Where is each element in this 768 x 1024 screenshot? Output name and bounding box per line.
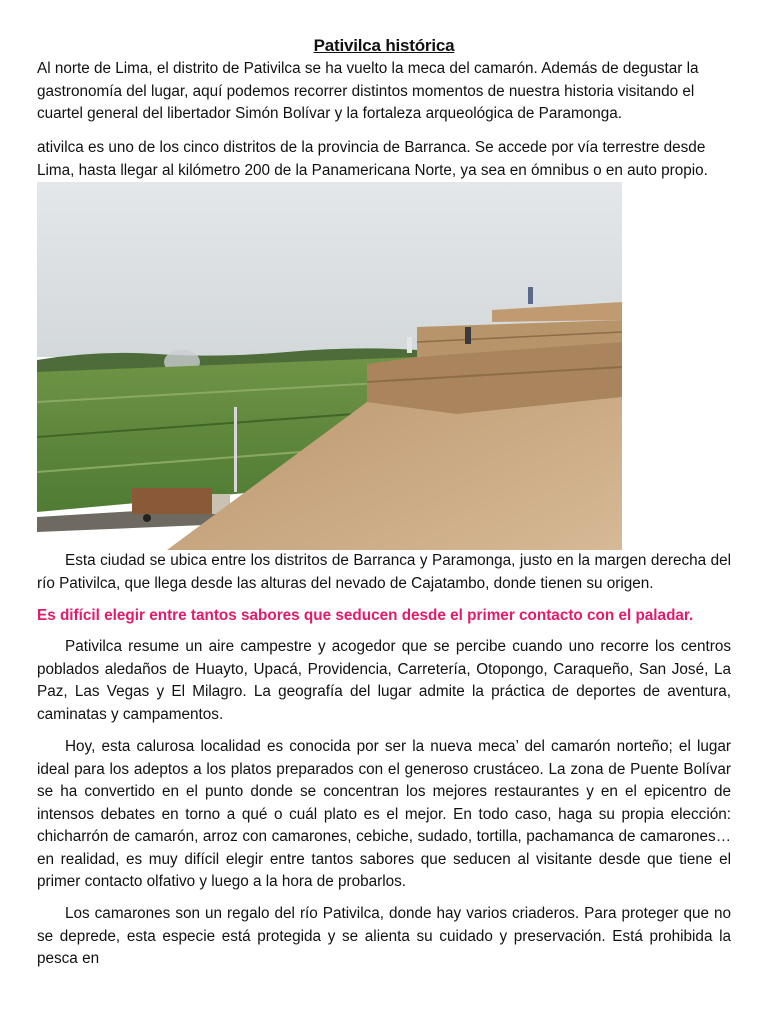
countryside-paragraph: Pativilca resume un aire campestre y acogedor que se percibe cuando uno recorre los centros poblados aledaños de Huayto, Upacá, Providencia, Carretería, Otopongo, Caraqueño, San José, La Paz, Las Vegas y El Milagro. La geografía del lugar admite la práctica de deportes de aventura, caminatas y campamentos. (37, 638, 731, 723)
fortress-photo (37, 182, 622, 550)
river-paragraph: Los camarones son un regalo del río Pativilca, donde hay varios criaderos. Para proteger que no se deprede, esta especie está protegida y se alienta su cuidado y preservación. Está prohibida la pesca en (37, 905, 731, 967)
access-paragraph: ativilca es uno de los cinco distritos de la provincia de Barranca. Se accede por vía terrestre desde Lima, hasta llegar al kilómetro 200 de la Panamericana Norte, ya sea en ómnibus o en auto propio. (37, 139, 708, 179)
location-paragraph: Esta ciudad se ubica entre los distritos de Barranca y Paramonga, justo en la margen derecha del río Pativilca, que llega desde las alturas del nevado de Cajatambo, donde tienen su origen. (37, 552, 731, 592)
intro-paragraph: Al norte de Lima, el distrito de Pativilca se ha vuelto la meca del camarón. Además de degustar la gastronomía del lugar, aquí podemos recorrer distintos momentos de nuestra historia visitando el cuartel general del libertador Simón Bolívar y la fortaleza arqueológica de Paramonga. (37, 60, 699, 122)
page-title: Pativilca histórica (313, 36, 455, 55)
shrimp-paragraph: Hoy, esta calurosa localidad es conocida por ser la nueva meca’ del camarón norteño; el lugar ideal para los adeptos a los platos preparados con el generoso crustáceo. La zona de Puente Bolívar se ha convertido en el punto donde se concentran los mejores restaurantes y en el epicentro de intensos debates en torno a qué o cuál plato es el mejor. En todo caso, haga su propia elección: chicharrón de camarón, arroz con camarones, cebiche, sudado, tortilla, pachamanca de camarones… en realidad, es muy difícil elegir entre tantos sabores que seducen al visitante desde que tiene el primer contacto olfativo y luego a la hora de probarlos. (37, 738, 731, 890)
highlight-quote: Es difícil elegir entre tantos sabores que seducen desde el primer contacto con el paladar. (37, 607, 694, 624)
